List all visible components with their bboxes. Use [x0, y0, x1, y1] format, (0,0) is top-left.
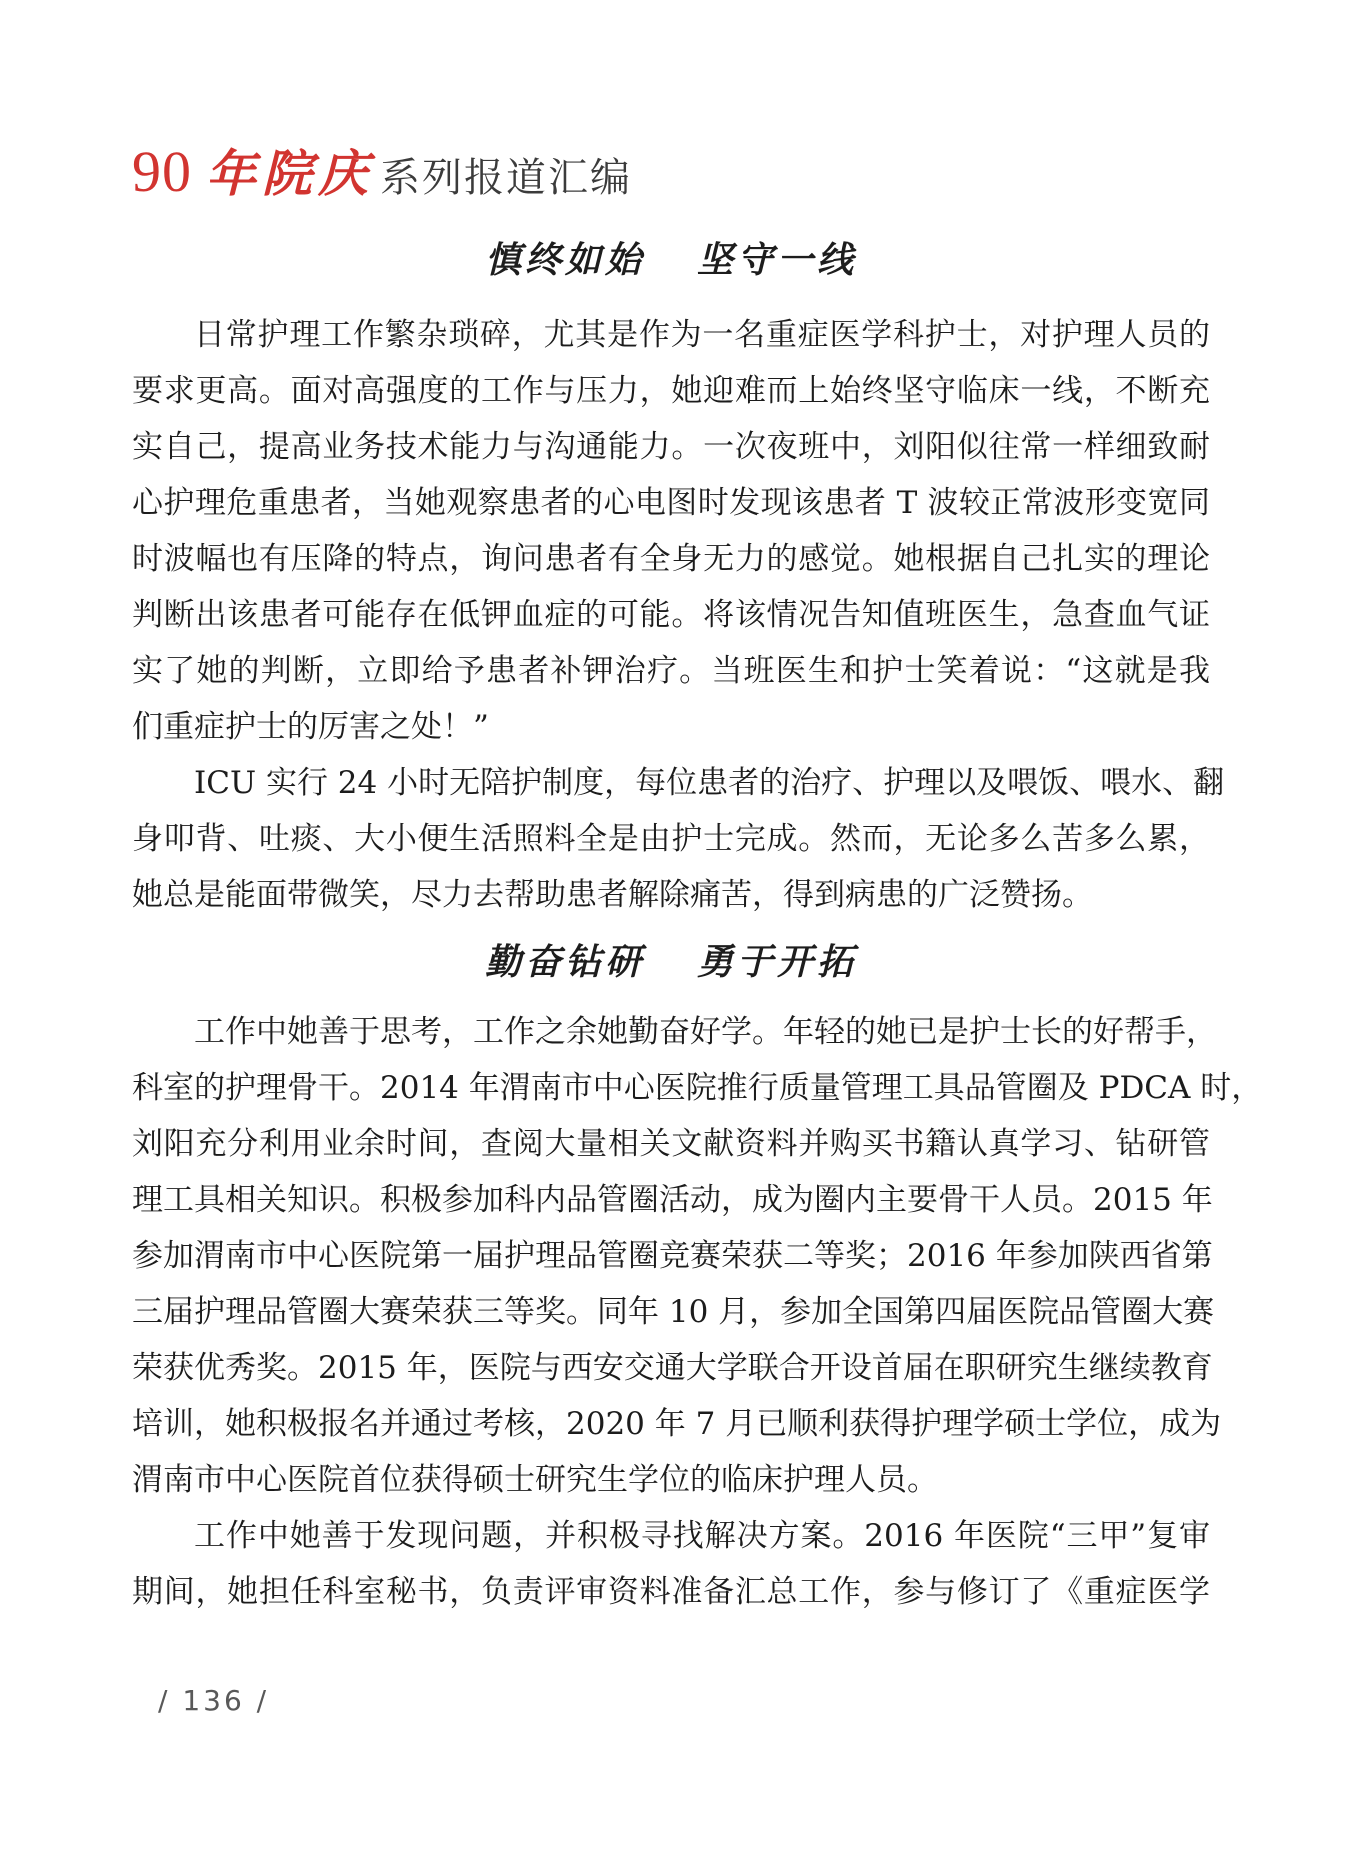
section-heading-2-part1: 勤奋钻研 [484, 942, 645, 983]
paragraph [132, 307, 1210, 755]
text-line: 时波幅也有压降的特点，询问患者有全身无力的感觉。她根据自己扎实的理论 [132, 541, 1210, 577]
header-series-title: 系列报道汇编 [380, 155, 632, 201]
section-heading-1 [132, 238, 1210, 284]
text-line: 心护理危重患者，当她观察患者的心电图时发现该患者 T 波较正常波形变宽同 [132, 485, 1210, 521]
text-line: 三届护理品管圈大赛荣获三等奖。同年 10 月，参加全国第四届医院品管圈大赛 [132, 1294, 1215, 1330]
text-line: 要求更高。面对高强度的工作与压力，她迎难而上始终坚守临床一线，不断充 [132, 373, 1210, 409]
paragraph [132, 755, 1225, 923]
text-line: 期间，她担任科室秘书，负责评审资料准备汇总工作，参与修订了《重症医学 [132, 1574, 1210, 1610]
text-line: 刘阳充分利用业余时间，查阅大量相关文献资料并购买书籍认真学习、钻研管 [132, 1126, 1210, 1162]
text-line: 工作中她善于思考，工作之余她勤奋好学。年轻的她已是护士长的好帮手， [194, 1014, 1217, 1050]
text-line: 身叩背、吐痰、大小便生活照料全是由护士完成。然而，无论多么苦多么累， [132, 821, 1210, 857]
text-line: ICU 实行 24 小时无陪护制度，每位患者的治疗、护理以及喂饭、喂水、翻 [194, 765, 1225, 801]
text-line: 荣获优秀奖。2015 年，医院与西安交通大学联合开设首届在职研究生继续教育 [132, 1350, 1213, 1386]
text-line: 判断出该患者可能存在低钾血症的可能。将该情况告知值班医生，急查血气证 [132, 597, 1210, 633]
section-2-body [132, 1004, 1263, 1620]
text-line: 日常护理工作繁杂琐碎，尤其是作为一名重症医学科护士，对护理人员的 [194, 317, 1210, 353]
text-line: 们重症护士的厉害之处！” [132, 709, 489, 745]
section-heading-2 [132, 940, 1210, 986]
text-line: 科室的护理骨干。2014 年渭南市中心医院推行质量管理工具品管圈及 PDCA 时， [132, 1070, 1263, 1106]
text-line: 她总是能面带微笑，尽力去帮助患者解除痛苦，得到病患的广泛赞扬。 [132, 877, 1093, 913]
section-heading-2-part2: 勇于开拓 [697, 942, 858, 983]
text-line: 培训，她积极报名并通过考核，2020 年 7 月已顺利获得护理学硕士学位，成为 [132, 1406, 1222, 1442]
book-header [132, 139, 1210, 204]
text-line: 工作中她善于发现问题，并积极寻找解决方案。2016 年医院“三甲”复审 [194, 1518, 1210, 1554]
section-1-body [132, 307, 1225, 923]
section-heading-1-part2: 坚守一线 [697, 240, 858, 281]
paragraph [132, 1508, 1210, 1620]
header-anniversary-calligraphy: 年院庆 [206, 146, 374, 202]
text-line: 参加渭南市中心医院第一届护理品管圈竞赛荣获二等奖；2016 年参加陕西省第 [132, 1238, 1213, 1274]
section-heading-1-part1: 慎终如始 [484, 240, 645, 281]
text-line: 理工具相关知识。积极参加科内品管圈活动，成为圈内主要骨干人员。2015 年 [132, 1182, 1213, 1218]
paragraph [132, 1004, 1263, 1508]
header-90-number: 90 [132, 139, 192, 204]
text-line: 实了她的判断，立即给予患者补钾治疗。当班医生和护士笑着说：“这就是我 [132, 653, 1210, 689]
text-line: 实自己，提高业务技术能力与沟通能力。一次夜班中，刘阳似往常一样细致耐 [132, 429, 1210, 465]
text-line: 渭南市中心医院首位获得硕士研究生学位的临床护理人员。 [132, 1462, 938, 1498]
page-number: / 136 / [158, 1684, 270, 1717]
